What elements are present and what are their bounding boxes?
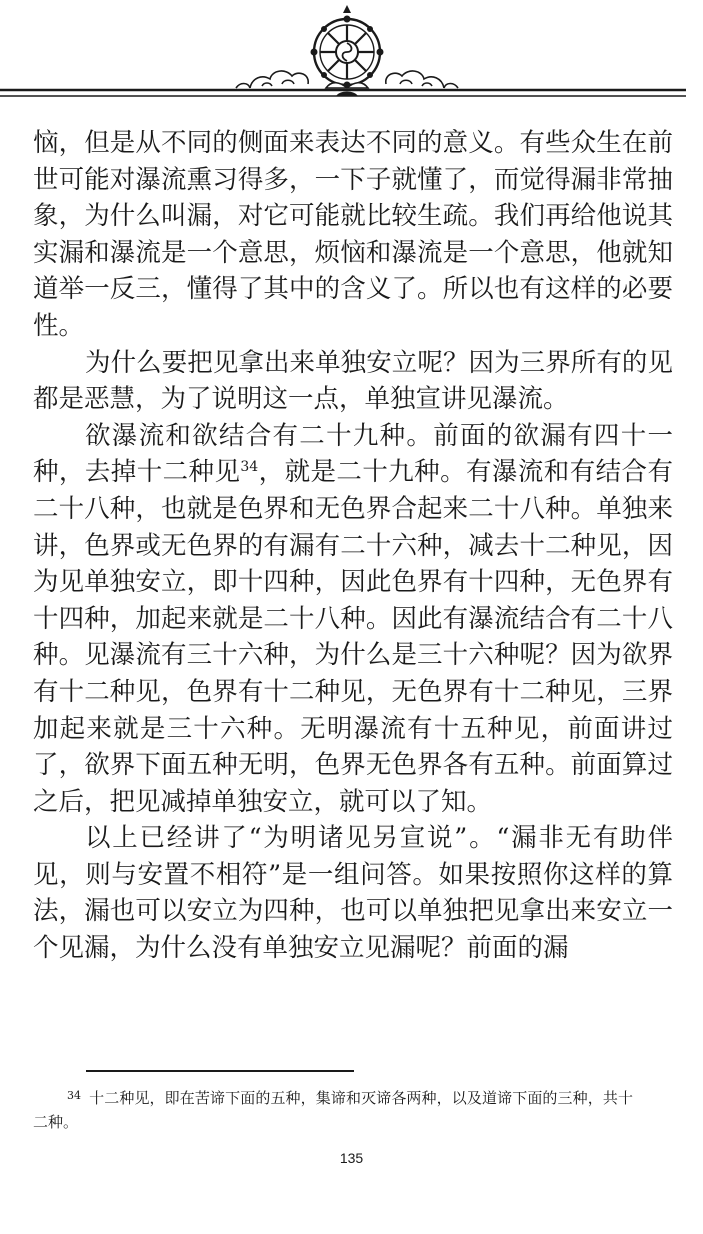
footnote-separator: [86, 1070, 354, 1072]
footnote-reference[interactable]: 34: [240, 459, 259, 476]
dharma-wheel-icon: [311, 5, 384, 96]
main-text: [33, 125, 673, 967]
cloud-scroll-icon: [386, 71, 458, 88]
footnote-text: 十二种见，即在苦谛下面的五种，集谛和灭谛各两种，以及道谛下面的三种，共十二种。: [33, 1089, 633, 1131]
cloud-scroll-icon: [236, 71, 308, 88]
page-header-ornament: [0, 0, 703, 110]
footnote-number: 34: [67, 1089, 81, 1102]
paragraph: 为什么要把见拿出来单独安立呢？因为三界所有的见都是恶慧，为了说明这一点，单独宣讲见瀑流。: [33, 347, 673, 415]
paragraph-text: 欲瀑流和欲结合有二十九种。前面的欲漏有四十一种，去掉十二种见: [33, 420, 673, 488]
paragraph: 恼，但是从不同的侧面来表达不同的意义。有些众生在前世可能对瀑流熏习得多，一下子就懂了，而觉得漏非常抽象，为什么叫漏，对它可能就比较生疏。我们再给他说其实漏和瀑流是一个意思，烦恼和瀑流是一个意思，他就知道举一反三，懂得了其中的含义了。所以也有这样的必要性。: [33, 128, 673, 341]
paragraph: [33, 418, 673, 821]
header-border: [0, 0, 703, 110]
footnote: [33, 1084, 633, 1134]
paragraph-text: ，就是二十九种。有瀑流和有结合有二十八种，也就是色界和无色界合起来二十八种。单独来讲，色界或无色界的有漏有二十六种，减去十二种见，因为见单独安立，即十四种，因此色界有十四种，无色界有十四种，加起来就是二十八种。因此有瀑流结合有二十八种。见瀑流有三十六种，为什么是三十六种呢？因为欲界有十二种见，色界有十二种见，无色界有十二种见，三界加起来就是三十六种。无明瀑流有十五种见，前面讲过了，欲界下面五种无明，色界无色界各有五种。前面算过之后，把见减掉单独安立，就可以了知。: [33, 457, 673, 817]
paragraph: 以上已经讲了“为明诸见另宣说”。“漏非无有助伴见，则与安置不相符”是一组问答。如果按照你这样的算法，漏也可以安立为四种，也可以单独把见拿出来安立一个见漏，为什么没有单独安立见漏呢？前面的漏: [33, 823, 673, 964]
page-number: 135: [339, 1150, 364, 1166]
